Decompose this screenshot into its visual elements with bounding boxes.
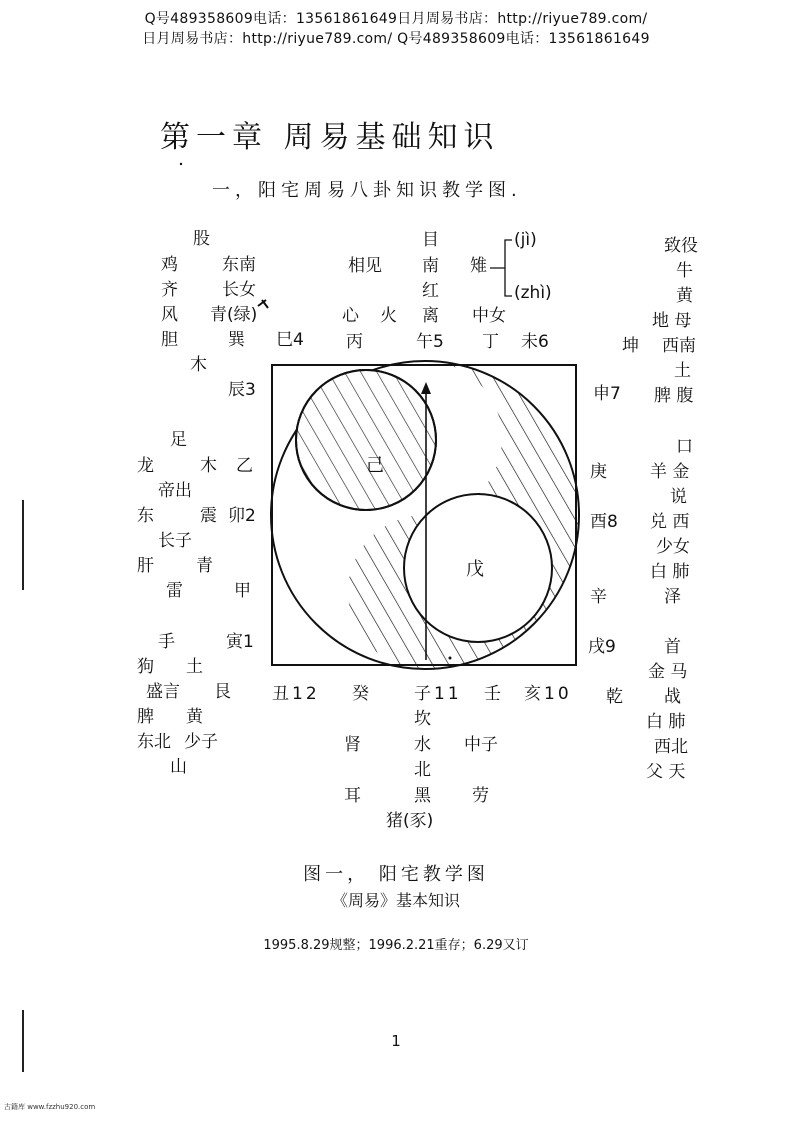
label-dong: 东 xyxy=(137,506,154,526)
label-nan: 南 xyxy=(422,256,439,276)
label-geng: 庚 xyxy=(590,462,607,482)
label-ren: 壬 xyxy=(484,684,501,704)
label-huo: 火 xyxy=(380,306,397,326)
label-wu5: 午5 xyxy=(416,332,444,352)
label-shou-hand: 手 xyxy=(158,632,175,652)
label-jia: 甲 xyxy=(234,581,251,601)
page-number: 1 xyxy=(391,1032,401,1050)
label-gou: 狗 xyxy=(137,657,154,677)
label-shou-head: 首 xyxy=(664,637,681,657)
label-tu-right: 土 xyxy=(674,361,691,381)
label-dongnan: 东南 xyxy=(222,255,256,275)
label-wu-center: 戊 xyxy=(466,559,484,580)
label-yin1: 寅1 xyxy=(226,632,254,652)
label-shen7: 申7 xyxy=(593,384,621,404)
label-pi: 脾 xyxy=(137,707,154,727)
label-duixi: 兑 西 xyxy=(650,512,690,532)
label-kou: 口 xyxy=(676,437,693,457)
label-mu-wood: 木 xyxy=(190,355,207,375)
header-line-1: Q号489358609电话：13561861649日月周易书店：http://riyue789.com/ xyxy=(144,11,648,27)
label-yangjin: 羊 金 xyxy=(650,462,690,482)
label-ji: 鸡 xyxy=(161,255,178,275)
label-xin-stem: 辛 xyxy=(590,587,607,607)
label-xin: 心 xyxy=(342,306,359,326)
label-bei: 北 xyxy=(414,760,431,780)
label-gen: 艮 xyxy=(214,682,231,702)
label-huang-left: 黄 xyxy=(186,707,203,727)
label-ji-pinyin: (jì) xyxy=(514,230,537,250)
label-ding: 丁 xyxy=(482,332,499,352)
label-long: 龙 xyxy=(137,456,154,476)
label-zhangzi: 长子 xyxy=(158,531,192,551)
label-shengyan: 盛言 xyxy=(146,682,180,702)
label-hai10: 亥10 xyxy=(524,684,572,704)
label-huang-right: 黄 xyxy=(676,286,693,306)
book-caption: 《周易》基本知识 xyxy=(331,891,460,910)
pheasant-bracket xyxy=(490,240,512,296)
figure-caption: 图一， 阳宅教学图 xyxy=(303,864,489,885)
label-qian: 乾 xyxy=(606,687,623,707)
label-jinma: 金 马 xyxy=(648,662,688,682)
label-tu-left: 土 xyxy=(186,657,203,677)
label-zhan: 战 xyxy=(664,687,681,707)
pen-mark xyxy=(258,300,268,308)
label-futian: 父 天 xyxy=(646,762,686,782)
label-xiangjian: 相见 xyxy=(348,256,382,276)
label-qi: 齐 xyxy=(161,280,178,300)
label-xun: 巽 xyxy=(228,330,245,350)
label-xibei: 西北 xyxy=(654,737,688,757)
label-kun: 坤 xyxy=(622,336,639,356)
header-line-2: 日月周易书店：http://riyue789.com/ Q号489358609电话：13561861649 xyxy=(142,31,650,47)
label-qing: 青 xyxy=(196,556,213,576)
label-zi11: 子11 xyxy=(414,684,462,704)
label-you8: 酉8 xyxy=(590,512,618,532)
label-gu: 股 xyxy=(193,229,210,249)
label-bing: 丙 xyxy=(346,332,363,352)
label-mao2: 卯2 xyxy=(228,506,256,526)
label-chen3: 辰3 xyxy=(228,380,256,400)
label-lei: 雷 xyxy=(166,581,183,601)
label-chou12: 丑12 xyxy=(272,684,320,704)
label-lao: 劳 xyxy=(472,786,489,806)
label-kan: 坎 xyxy=(414,709,431,729)
label-hong: 红 xyxy=(422,281,439,301)
label-wei6: 未6 xyxy=(521,332,549,352)
axis-arrow xyxy=(421,382,431,394)
label-pifu: 脾 腹 xyxy=(654,386,694,406)
label-mu-e: 木 xyxy=(200,456,217,476)
label-shen-kidney: 肾 xyxy=(344,735,361,755)
label-zhu: 猪(豕) xyxy=(386,811,434,831)
dot-mark xyxy=(449,657,452,660)
label-dichu: 帝出 xyxy=(158,481,192,501)
label-ze: 泽 xyxy=(664,587,681,607)
label-zhangnv: 长女 xyxy=(222,280,256,300)
label-gan: 肝 xyxy=(137,556,154,576)
label-gui: 癸 xyxy=(352,684,369,704)
label-li: 离 xyxy=(422,306,439,326)
label-dimu: 地 母 xyxy=(652,311,692,331)
label-yi: 乙 xyxy=(236,456,253,476)
label-zhongnv: 中女 xyxy=(472,306,506,326)
dot-mark xyxy=(180,163,182,165)
label-baifei-mid: 白 肺 xyxy=(650,562,690,582)
chapter-title: 第一章 周易基础知识 xyxy=(160,120,500,155)
label-zhiyi: 致役 xyxy=(664,236,698,256)
label-mu-eye: 目 xyxy=(422,230,439,250)
label-niu: 牛 xyxy=(676,261,693,281)
label-si4: 巳4 xyxy=(276,330,304,350)
label-qing-lv: 青(绿) xyxy=(210,305,258,325)
date-note: 1995.8.29规整；1996.2.21重存；6.29又订 xyxy=(263,938,529,953)
label-xu9: 戌9 xyxy=(588,637,616,657)
label-zu: 足 xyxy=(170,430,187,450)
section-subtitle: 一，阳宅周易八卦知识教学图. xyxy=(212,180,522,201)
label-dongbei: 东北 xyxy=(137,732,171,752)
label-zhen: 震 xyxy=(200,506,217,526)
label-shan: 山 xyxy=(170,757,187,777)
label-er: 耳 xyxy=(344,786,361,806)
label-feng: 风 xyxy=(161,305,178,325)
label-dan: 胆 xyxy=(161,330,178,350)
label-hei: 黑 xyxy=(414,786,431,806)
watermark: 古籍库 www.fzzhu920.com xyxy=(4,1103,96,1111)
label-baifei-low: 白 肺 xyxy=(646,712,686,732)
label-shaozi: 少子 xyxy=(184,732,218,752)
label-shui: 水 xyxy=(414,735,431,755)
label-shuo: 说 xyxy=(670,487,687,507)
label-zhi-pinyin: (zhì) xyxy=(514,283,552,303)
label-zhongzi: 中子 xyxy=(464,735,498,755)
label-ji-center: 己 xyxy=(366,455,384,476)
label-zhi-pheasant: 雉 xyxy=(470,256,487,276)
label-xinan: 西南 xyxy=(662,336,696,356)
label-shaonv: 少女 xyxy=(656,537,690,557)
